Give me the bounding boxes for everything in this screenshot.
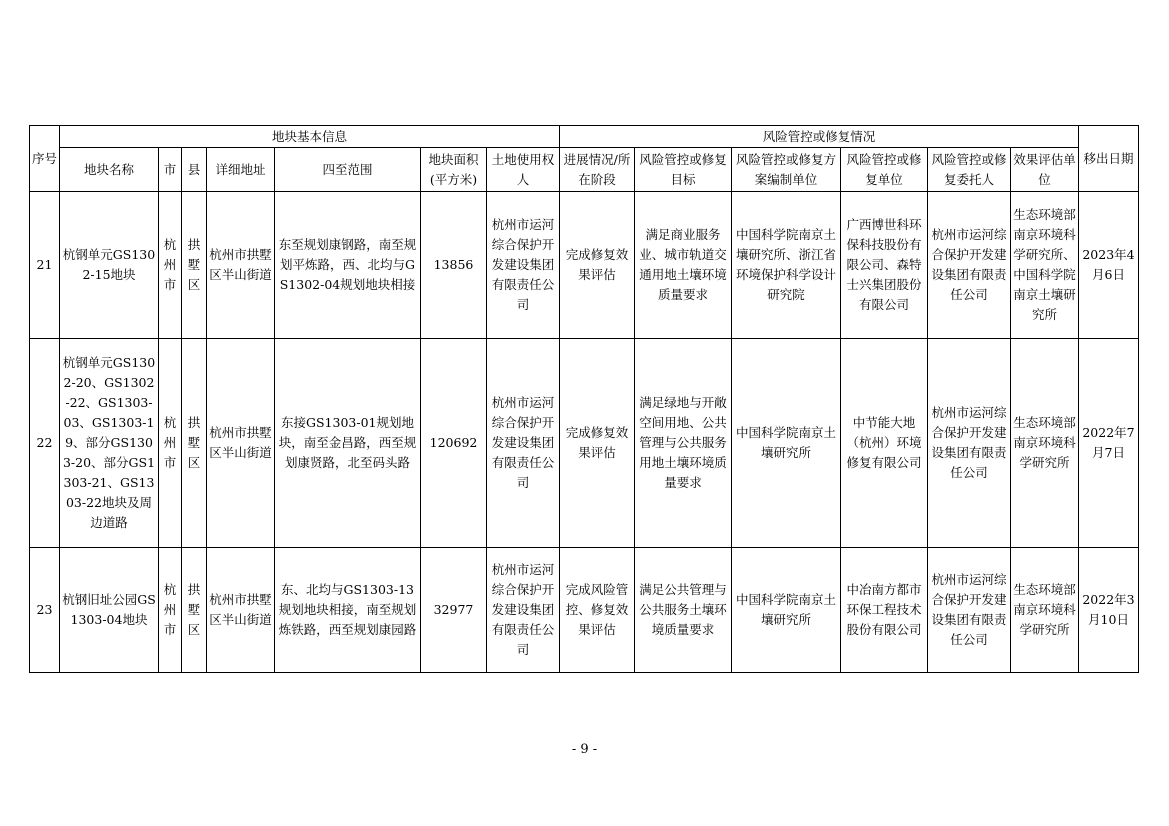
cell-seq: 21 [30,192,60,339]
cell-boundary: 东至规划康钢路，南至规划平炼路，西、北均与GS1302-04规划地块相接 [275,192,421,339]
header-boundary: 四至范围 [275,148,421,192]
cell-land-user: 杭州市运河综合保护开发建设集团有限责任公司 [487,192,560,339]
cell-county: 拱墅区 [182,548,207,673]
cell-progress: 完成修复效果评估 [560,339,635,548]
header-plan-unit: 风险管控或修复方案编制单位 [732,148,841,192]
cell-repair-unit: 广西博世科环保科技股份有限公司、森特士兴集团股份有限公司 [841,192,928,339]
header-seq: 序号 [30,126,60,192]
header-target: 风险管控或修复目标 [635,148,732,192]
cell-progress: 完成风险管控、修复效果评估 [560,548,635,673]
cell-city: 杭州市 [159,548,182,673]
cell-plan-unit: 中国科学院南京土壤研究所、浙江省环境保护科学设计研究院 [732,192,841,339]
cell-land-user: 杭州市运河综合保护开发建设集团有限责任公司 [487,339,560,548]
cell-client: 杭州市运河综合保护开发建设集团有限责任公司 [928,339,1011,548]
header-repair-unit: 风险管控或修复单位 [841,148,928,192]
cell-target: 满足商业服务业、城市轨道交通用地土壤环境质量要求 [635,192,732,339]
cell-client: 杭州市运河综合保护开发建设集团有限责任公司 [928,192,1011,339]
header-name: 地块名称 [60,148,159,192]
cell-address: 杭州市拱墅区半山街道 [207,548,275,673]
cell-address: 杭州市拱墅区半山街道 [207,192,275,339]
cell-land-user: 杭州市运河综合保护开发建设集团有限责任公司 [487,548,560,673]
cell-county: 拱墅区 [182,192,207,339]
cell-name: 杭钢旧址公园GS1303-04地块 [60,548,159,673]
header-risk-info: 风险管控或修复情况 [560,126,1079,148]
group-header-row [30,126,1139,148]
cell-boundary: 东、北均与GS1303-13规划地块相接，南至规划炼铁路，西至规划康园路 [275,548,421,673]
cell-target: 满足绿地与开敞空间用地、公共管理与公共服务用地土壤环境质量要求 [635,339,732,548]
cell-repair-unit: 中节能大地（杭州）环境修复有限公司 [841,339,928,548]
header-city: 市 [159,148,182,192]
cell-county: 拱墅区 [182,339,207,548]
cell-seq: 22 [30,339,60,548]
cell-plan-unit: 中国科学院南京土壤研究所 [732,548,841,673]
cell-target: 满足公共管理与公共服务土壤环境质量要求 [635,548,732,673]
table-row [30,192,1139,339]
column-header-row [30,148,1139,192]
cell-city: 杭州市 [159,339,182,548]
header-progress: 进展情况/所在阶段 [560,148,635,192]
header-client: 风险管控或修复委托人 [928,148,1011,192]
cell-progress: 完成修复效果评估 [560,192,635,339]
cell-name: 杭钢单元GS1302-15地块 [60,192,159,339]
header-land-user: 土地使用权人 [487,148,560,192]
cell-area: 32977 [421,548,487,673]
cell-area: 13856 [421,192,487,339]
header-address: 详细地址 [207,148,275,192]
table-row [30,548,1139,673]
cell-area: 120692 [421,339,487,548]
header-removal-date: 移出日期 [1079,126,1139,192]
cell-seq: 23 [30,548,60,673]
cell-boundary: 东接GS1303-01规划地块，南至金昌路，西至规划康贤路，北至码头路 [275,339,421,548]
page-number: - 9 - [571,742,598,757]
header-county: 县 [182,148,207,192]
table-row [30,339,1139,548]
cell-eval-unit: 生态环境部南京环境科学研究所、中国科学院南京土壤研究所 [1011,192,1079,339]
cell-removal-date: 2022年7月7日 [1079,339,1139,548]
cell-eval-unit: 生态环境部南京环境科学研究所 [1011,548,1079,673]
cell-removal-date: 2023年4月6日 [1079,192,1139,339]
cell-client: 杭州市运河综合保护开发建设集团有限责任公司 [928,548,1011,673]
cell-repair-unit: 中冶南方都市环保工程技术股份有限公司 [841,548,928,673]
header-area: 地块面积(平方米) [421,148,487,192]
cell-plan-unit: 中国科学院南京土壤研究所 [732,339,841,548]
header-basic-info: 地块基本信息 [60,126,560,148]
cell-city: 杭州市 [159,192,182,339]
cell-eval-unit: 生态环境部南京环境科学研究所 [1011,339,1079,548]
cell-removal-date: 2022年3月10日 [1079,548,1139,673]
header-eval-unit: 效果评估单位 [1011,148,1079,192]
cell-address: 杭州市拱墅区半山街道 [207,339,275,548]
cell-name: 杭钢单元GS1302-20、GS1302-22、GS1303-03、GS1303-19、部分GS1303-20、部分GS1303-21、GS1303-22地块及周边道路 [60,339,159,548]
site-info-table [29,125,1139,673]
